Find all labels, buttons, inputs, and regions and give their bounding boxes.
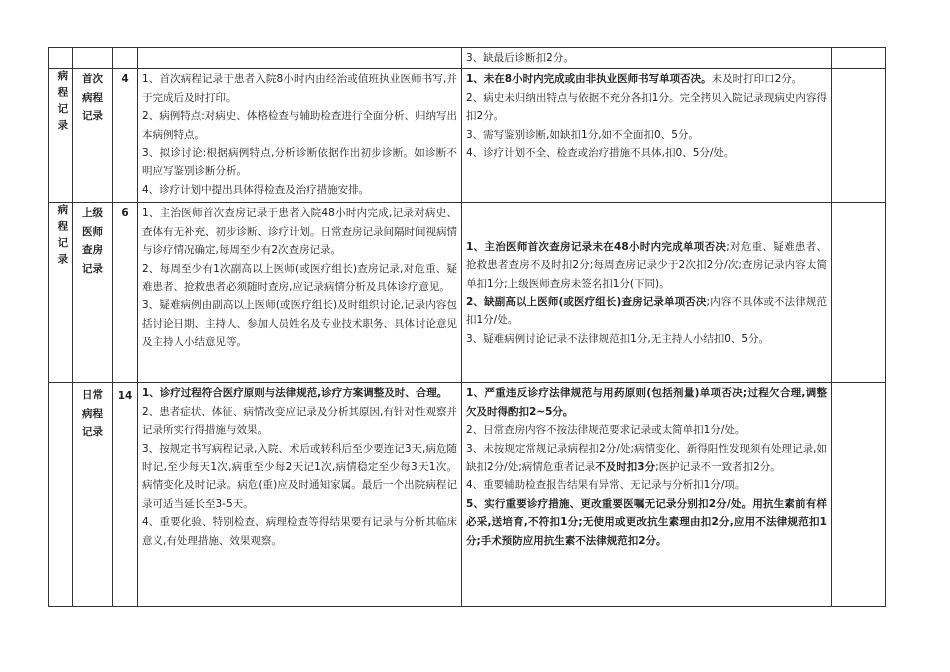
score-value: 4	[121, 73, 129, 86]
remarks-cell	[832, 48, 886, 69]
deduction-line	[466, 440, 827, 477]
text-segment: 2、每周至少有1次副高以上医师(或医疗组长)查房记录,对危重、疑难患者、抢救患者必须随时查房,应记录病情分析及具体诊疗意见。	[142, 262, 457, 294]
remarks-cell	[832, 383, 886, 607]
text-segment: 4、诊疗计划不全、检查或治疗措施不具体,扣0、5分/处。	[466, 147, 735, 160]
table-row	[49, 203, 886, 383]
remarks-cell	[832, 203, 886, 383]
requirement-line	[142, 513, 457, 550]
item-name-cell	[73, 203, 113, 383]
text-segment: 4、重要辅助检查报告结果有异常、无记录与分析扣1分/项。	[466, 479, 746, 492]
text-segment: 4、重要化验、特别检查、病理检查等得结果要有记录与分析其临床意义,有处理措施、效果观察。	[142, 516, 457, 547]
score-value: 6	[121, 207, 129, 220]
text-segment: 2、患者症状、体征、病情改变应记录及分析其原因,有针对性观察并记录所实行得措施与效果。	[142, 405, 457, 437]
text-segment: 3、疑难病例讨论记录不法律规范扣1分,无主持人小结扣0、5分。	[466, 332, 770, 345]
deduction-line	[466, 238, 827, 293]
deduction-line	[466, 384, 827, 421]
requirement-line	[142, 403, 457, 440]
score-cell	[113, 69, 138, 203]
text-segment: 5、实行重要诊疗措施、更改重要医嘱无记录分别扣2分/处。用抗生素前有样必采,送培育,不符扣1分;无使用或更改抗生素理由扣2分,应用不法律规范扣1分;手术预防应用抗生素不法律规范扣2分。	[466, 497, 827, 547]
item-name-cell	[73, 48, 113, 69]
deduction-standards-cell	[462, 203, 832, 383]
requirement-line	[142, 260, 457, 297]
text-segment: 4、诊疗计划中提出具体得检查及治疗措施安排。	[142, 183, 370, 196]
text-segment: ;内容不具体或不法律规范扣1分/处。	[466, 295, 827, 327]
text-segment: 1、主治医师首次查房记录于患者入院48小时内完成,记录对病史、查体有无补充、初步诊断、诊疗计划。日常查房记录间隔时间视病情与诊疗情况确定,每周至少有2次查房记录。	[142, 207, 457, 257]
requirements-cell	[138, 383, 462, 607]
text-segment: 3、需写鉴别诊断,如缺扣1分,如不全面扣0、5分。	[466, 128, 699, 141]
category-cell	[49, 69, 73, 203]
requirements-cell	[138, 69, 462, 203]
item-name: 上级医师查房记录	[82, 207, 103, 275]
text-segment: 3、疑难病例由副高以上医师(或医疗组长)及时组织讨论,记录内容包括讨论日期、主持人、参加人员姓名及专业技术职务、具体讨论意见及主持人小结意见等。	[142, 299, 457, 349]
requirement-line	[142, 440, 457, 514]
item-name: 日常病程记录	[82, 389, 103, 439]
requirement-line	[142, 107, 457, 144]
deduction-line	[466, 49, 827, 67]
text-segment: 1、首次病程记录于患者入院8小时内由经治或值班执业医师书写,并于完成后及时打印。	[142, 73, 457, 104]
table-row	[49, 69, 886, 203]
scoring-table	[48, 47, 886, 607]
requirements-cell	[138, 203, 462, 383]
deduction-line	[466, 144, 827, 162]
deduction-line	[466, 330, 827, 348]
deduction-line	[466, 476, 827, 494]
deduction-line	[466, 126, 827, 144]
text-segment: 2、病例特点:对病史、体格检查与辅助检查进行全面分析、归纳写出本病例特点。	[142, 110, 457, 141]
text-segment: 1、未在8小时内完成或由非执业医师书写单项否决。	[466, 73, 712, 86]
text-segment: 3、按规定书写病程记录,入院、术后或转科后至少要连记3天,病危随时记,至少每天1次,病重至少每2天记1次,病情稳定至少每3天1次。病情变化及时记录。病危(重)应及时通知家属。最后一个出院病程记录可适当延长至3-5天。	[142, 442, 457, 510]
category-cell	[49, 383, 73, 607]
requirement-line	[142, 144, 457, 181]
category-cell	[49, 203, 73, 383]
text-segment: ;对危重、疑难患者、抢救患者查房不及时扣2分;每周查房记录少于2次扣2分/次;查房记录内容太简单扣1分;上级医师查房未签名扣1分(下同)。	[466, 240, 827, 290]
item-name: 首次病程记录	[82, 73, 103, 123]
requirement-line	[142, 384, 457, 402]
text-segment: 3、未按规定常规记录病程扣2分/处;病情变化、新得阳性发现须有处理记录,如缺扣2分/处;病情危重者记录	[466, 442, 827, 474]
deduction-line	[466, 89, 827, 126]
text-segment: 2、病史未归纳出特点与依据不充分各扣1分。完全拷贝入院记录现病史内容得扣2分。	[466, 91, 827, 123]
text-segment: 1、主治医师首次查房记录未在48小时内完成单项否决	[466, 240, 727, 253]
category-label: 病程记录	[56, 204, 69, 271]
score-cell	[113, 383, 138, 607]
text-segment: 2、缺副高以上医师(或医疗组长)查房记录单项否决	[466, 295, 707, 308]
text-segment: 1、诊疗过程符合医疗原则与法律规范,诊疗方案调整及时、合理。	[142, 387, 448, 400]
deduction-line	[466, 495, 827, 550]
text-segment: 3、拟诊讨论:根据病例特点,分析诊断依据作出初步诊断。如诊断不明应写鉴别诊断分析。	[142, 147, 457, 178]
deduction-standards-cell	[462, 48, 832, 69]
text-segment: 2、日常查房内容不按法律规范要求记录或太简单扣1分/处。	[466, 424, 746, 437]
text-segment: 3、缺最后诊断扣2分。	[466, 52, 574, 64]
score-value: 14	[117, 390, 133, 403]
deduction-standards-cell	[462, 383, 832, 607]
text-segment: 未及时打印口2分。	[711, 73, 803, 86]
deduction-standards-cell	[462, 69, 832, 203]
table-row	[49, 48, 886, 69]
requirements-cell	[138, 48, 462, 69]
category-cell	[49, 48, 73, 69]
requirement-line	[142, 181, 457, 199]
requirement-line	[142, 204, 457, 259]
score-cell	[113, 203, 138, 383]
category-label: 病程记录	[56, 70, 69, 137]
item-name-cell	[73, 69, 113, 203]
text-segment: 1、严重违反诊疗法律规范与用药原则(包括剂量)单项否决;过程欠合理,调整欠及时得酌扣2~5分。	[466, 387, 827, 418]
score-cell	[113, 48, 138, 69]
deduction-line	[466, 293, 827, 330]
item-name-cell	[73, 383, 113, 607]
deduction-line	[466, 421, 827, 439]
deduction-line	[466, 70, 827, 88]
text-segment: 不及时扣3分	[595, 461, 656, 474]
requirement-line	[142, 70, 457, 107]
table-row	[49, 383, 886, 607]
requirement-line	[142, 296, 457, 351]
text-segment: ;医护记录不一致者扣2分。	[655, 461, 781, 474]
remarks-cell	[832, 69, 886, 203]
